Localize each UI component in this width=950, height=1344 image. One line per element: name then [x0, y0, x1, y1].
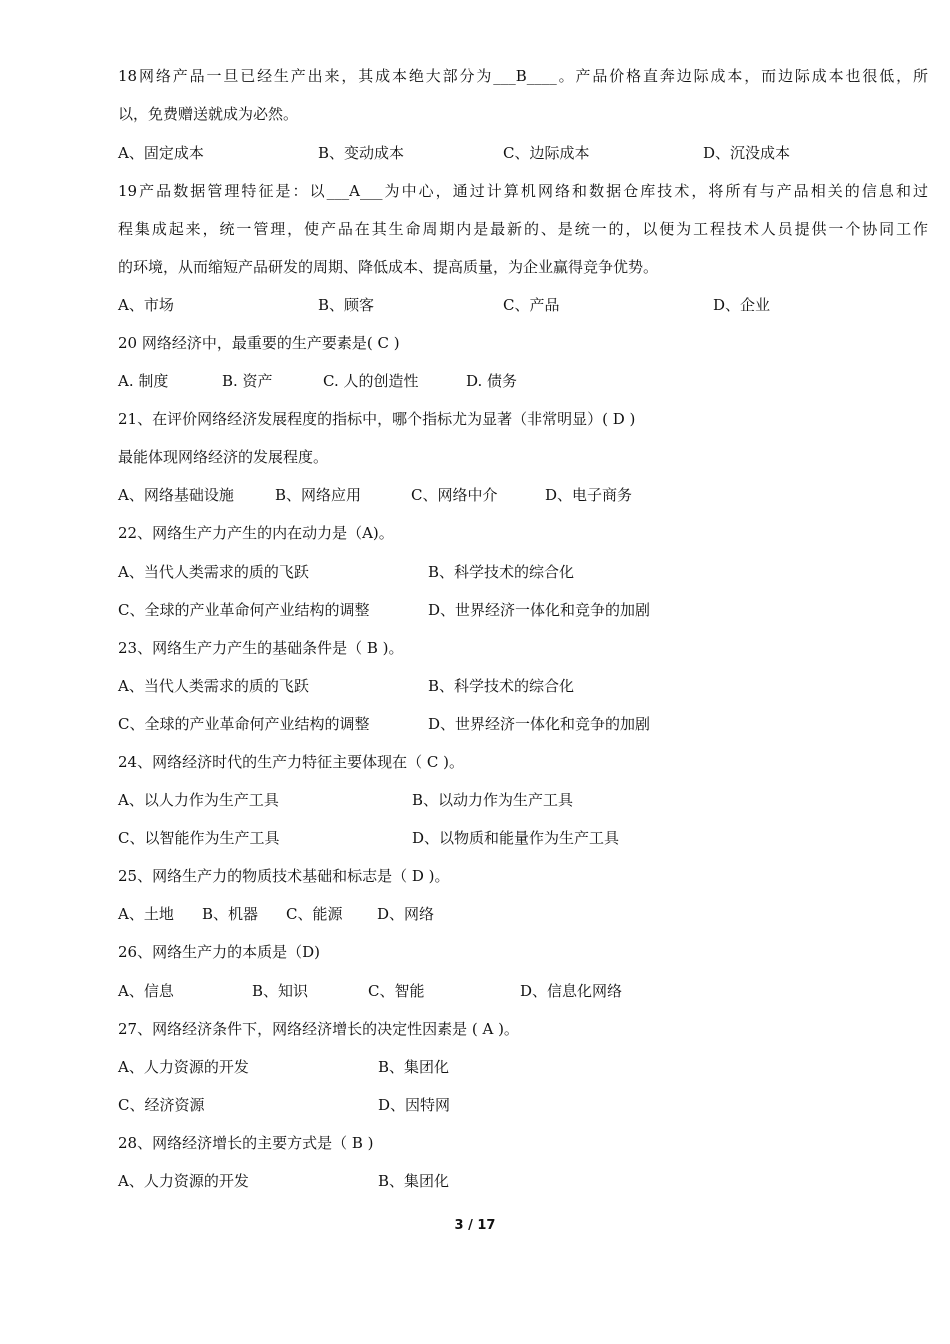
text-line: 19产品数据管理特征是：以___A___为中心，通过计算机网络和数据仓库技术，将所有与产品相关的信息和过 — [118, 182, 928, 200]
option-text: D、企业 — [713, 296, 771, 314]
option-text: B、知识 — [252, 982, 309, 1000]
text-line: 的环境，从而缩短产品研发的周期、降低成本、提高质量，为企业赢得竞争优势。 — [118, 258, 659, 276]
option-text: D、沉没成本 — [703, 144, 791, 162]
option-text: A、人力资源的开发 — [118, 1058, 249, 1076]
option-text: A、当代人类需求的质的飞跃 — [118, 563, 309, 581]
option-text: D、世界经济一体化和竞争的加剧 — [428, 715, 651, 733]
option-text: C、以智能作为生产工具 — [118, 829, 280, 847]
option-text: B、集团化 — [378, 1058, 450, 1076]
option-text: B、变动成本 — [318, 144, 405, 162]
option-text: B、科学技术的综合化 — [428, 563, 575, 581]
option-text: C、网络中介 — [411, 486, 498, 504]
option-text: B. 资产 — [222, 372, 273, 390]
text-line: 26、网络生产力的本质是（D) — [118, 943, 320, 961]
option-text: B、以动力作为生产工具 — [412, 791, 574, 809]
option-text: A、市场 — [118, 296, 174, 314]
option-text: D、网络 — [377, 905, 435, 923]
option-text: D、电子商务 — [545, 486, 633, 504]
option-text: D、世界经济一体化和竞争的加剧 — [428, 601, 651, 619]
option-text: A、网络基础设施 — [118, 486, 234, 504]
option-text: A、以人力作为生产工具 — [118, 791, 279, 809]
text-line: 最能体现网络经济的发展程度。 — [118, 448, 329, 466]
text-line: 23、网络生产力产生的基础条件是（ B )。 — [118, 639, 404, 657]
option-text: D、以物质和能量作为生产工具 — [412, 829, 620, 847]
option-text: B、网络应用 — [275, 486, 362, 504]
option-text: A、固定成本 — [118, 144, 204, 162]
option-text: B、机器 — [202, 905, 259, 923]
option-text: C、边际成本 — [503, 144, 590, 162]
option-text: C. 人的创造性 — [323, 372, 419, 390]
text-line: 25、网络生产力的物质技术基础和标志是（ D )。 — [118, 867, 450, 885]
text-line: 27、网络经济条件下，网络经济增长的决定性因素是 ( A )。 — [118, 1020, 519, 1038]
option-text: A、信息 — [118, 982, 174, 1000]
option-text: A. 制度 — [118, 372, 169, 390]
page-number: 3 / 17 — [454, 1218, 496, 1233]
text-line: 程集成起来，统一管理，使产品在其生命周期内是最新的、是统一的，以便为工程技术人员提供一个协同工作 — [118, 220, 928, 238]
option-text: A、当代人类需求的质的飞跃 — [118, 677, 309, 695]
text-line: 18网络产品一旦已经生产出来，其成本绝大部分为___B____。产品价格直奔边际成本，而边际成本也很低，所 — [118, 67, 928, 85]
option-text: D、因特网 — [378, 1096, 451, 1114]
option-text: D、信息化网络 — [520, 982, 623, 1000]
option-text: C、经济资源 — [118, 1096, 205, 1114]
option-text: A、人力资源的开发 — [118, 1172, 249, 1190]
option-text: C、全球的产业革命何产业结构的调整 — [118, 715, 370, 733]
option-text: B、科学技术的综合化 — [428, 677, 575, 695]
option-text: C、产品 — [503, 296, 560, 314]
option-text: D. 债务 — [466, 372, 518, 390]
option-text: A、土地 — [118, 905, 174, 923]
option-text: C、智能 — [368, 982, 425, 1000]
text-line: 22、网络生产力产生的内在动力是（A)。 — [118, 524, 394, 542]
text-line: 20 网络经济中，最重要的生产要素是( C ) — [118, 334, 400, 352]
option-text: C、能源 — [286, 905, 343, 923]
text-line: 24、网络经济时代的生产力特征主要体现在（ C )。 — [118, 753, 464, 771]
text-line: 21、在评价网络经济发展程度的指标中，哪个指标尤为显著（非常明显）( D ) — [118, 410, 636, 428]
option-text: B、顾客 — [318, 296, 375, 314]
text-line: 以，免费赠送就成为必然。 — [118, 105, 299, 123]
option-text: C、全球的产业革命何产业结构的调整 — [118, 601, 370, 619]
option-text: B、集团化 — [378, 1172, 450, 1190]
text-line: 28、网络经济增长的主要方式是（ B ) — [118, 1134, 374, 1152]
